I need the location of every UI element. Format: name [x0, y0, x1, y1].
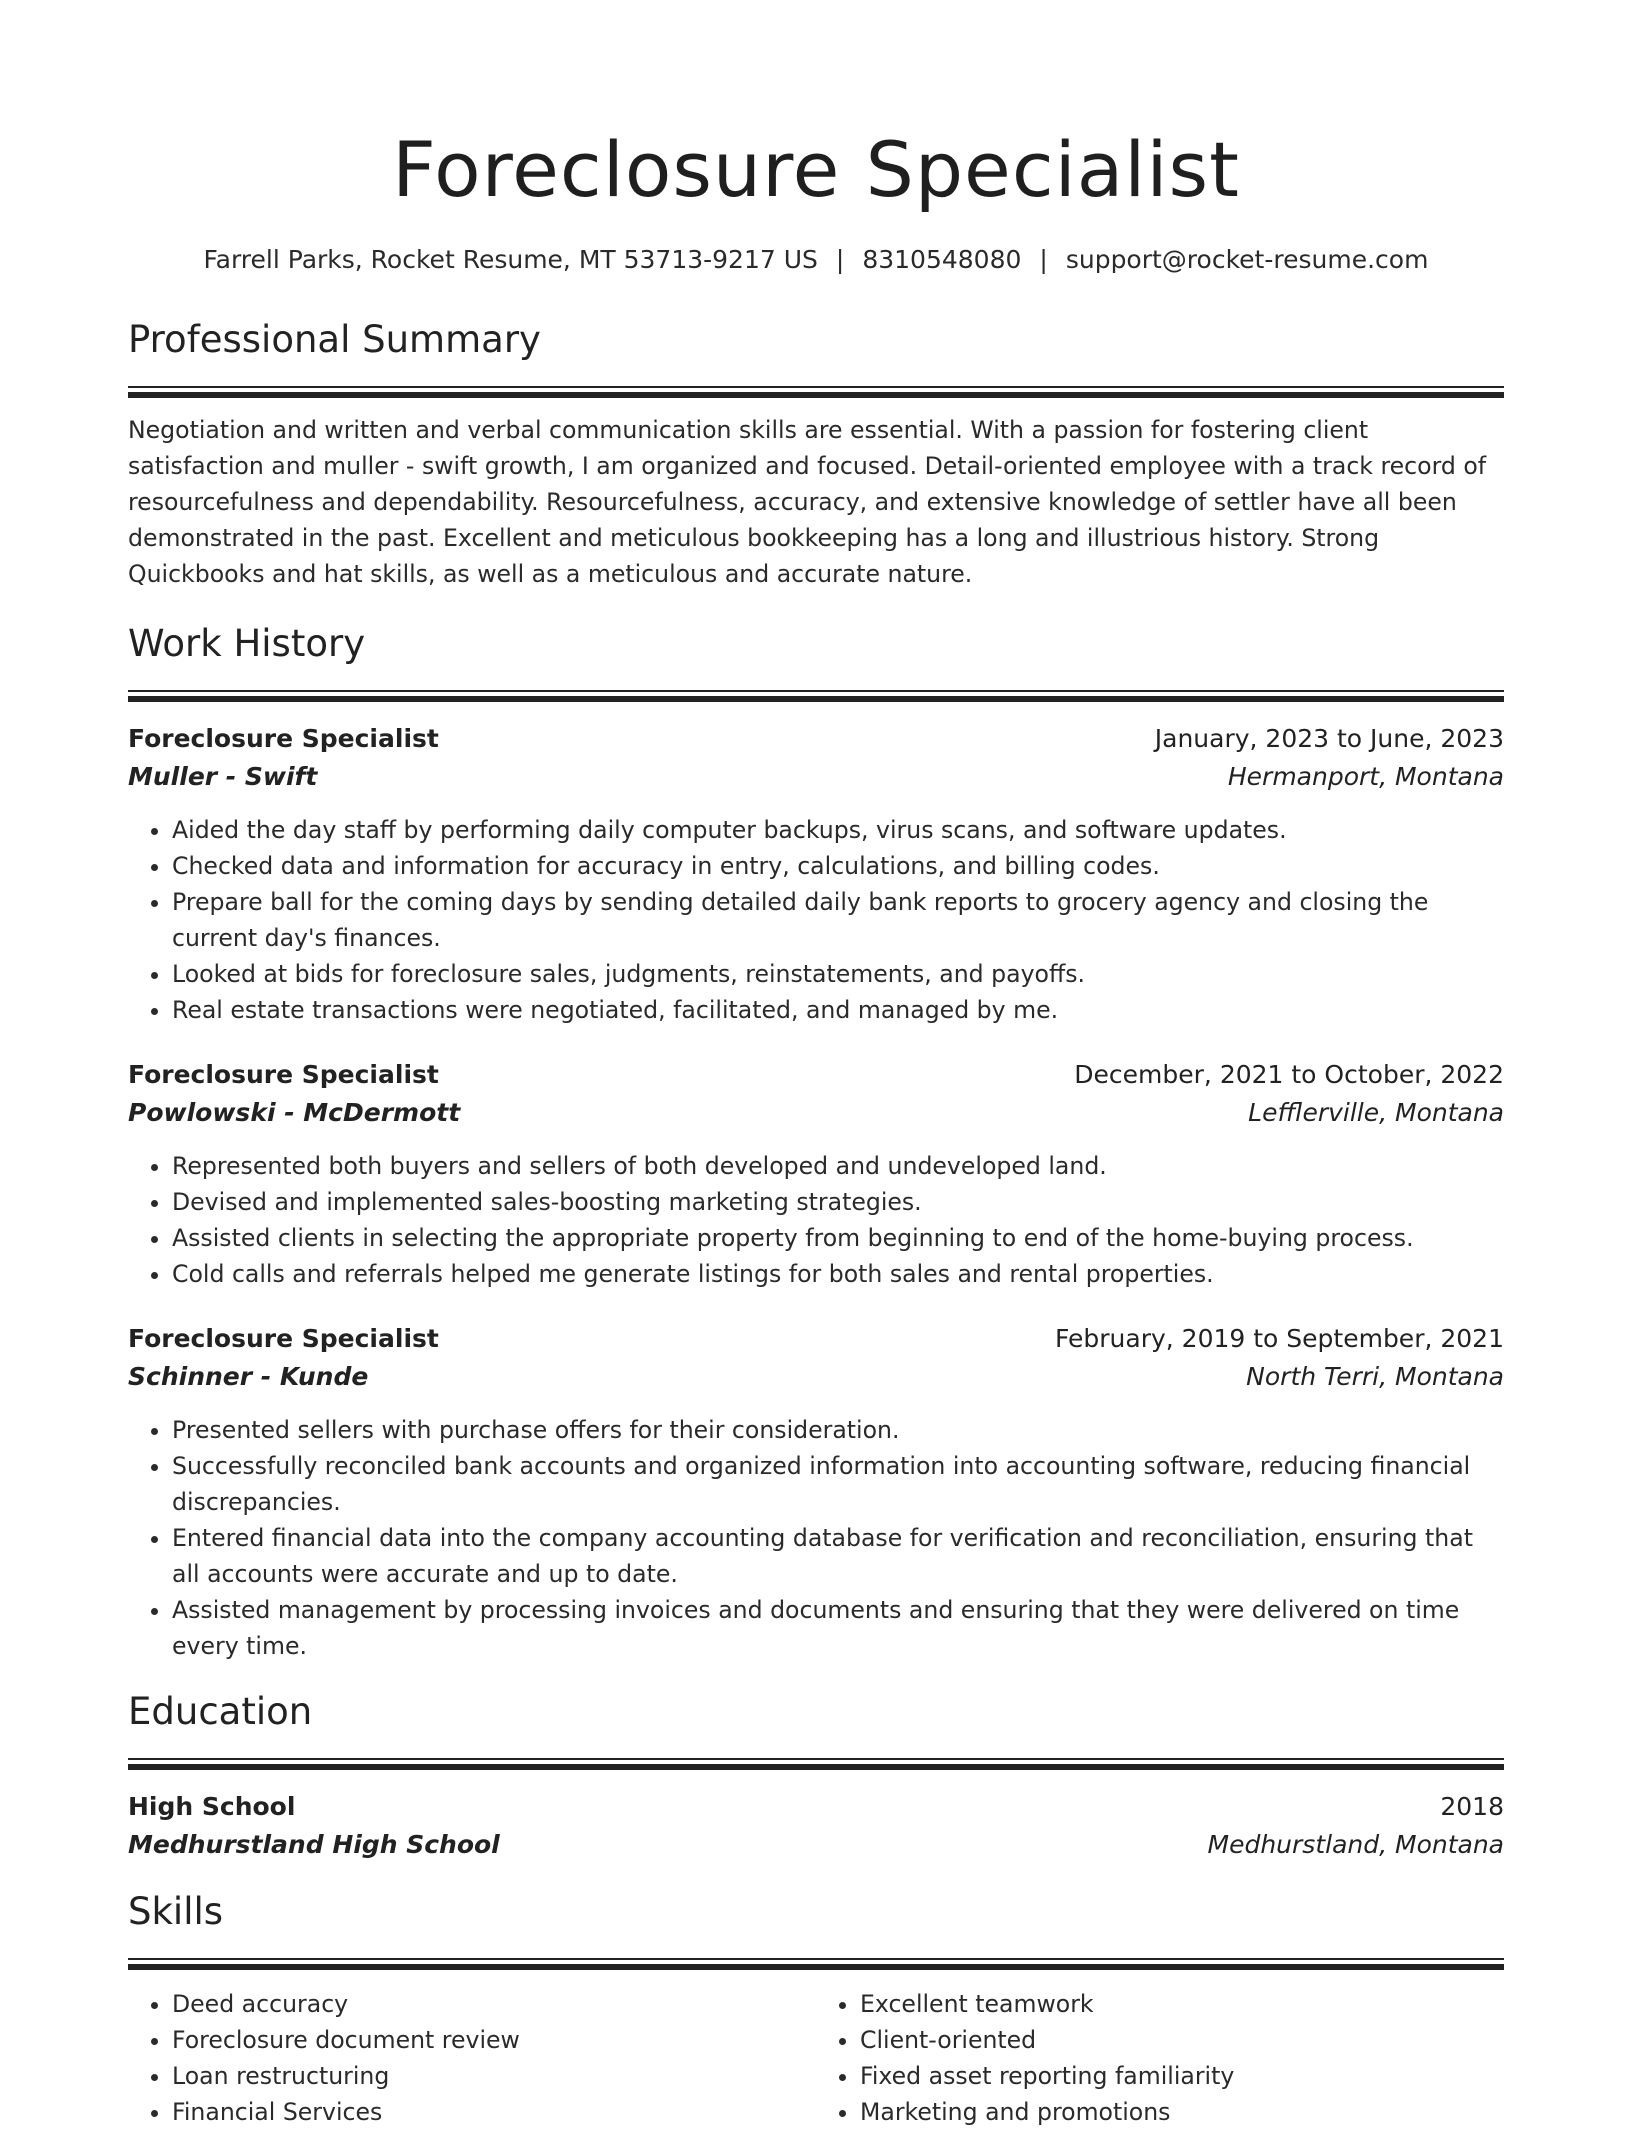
skills-list-left [128, 1986, 816, 2130]
list-item: • Assisted management by processing invoices and documents and ensuring that they were delivered on time every time. [172, 1592, 1504, 1664]
job-entry [128, 1320, 1504, 1664]
section-title-education: Education [128, 1690, 313, 1733]
list-item: • Looked at bids for foreclosure sales, judgments, reinstatements, and payoffs. [172, 956, 1504, 992]
section-divider [128, 386, 1504, 398]
list-item: • Presented sellers with purchase offers for their consideration. [172, 1412, 1504, 1448]
job-dates: January, 2023 to June, 2023 [1154, 724, 1504, 753]
list-item: • Checked data and information for accuracy in entry, calculations, and billing codes. [172, 848, 1504, 884]
education-year: 2018 [1440, 1792, 1504, 1821]
resume-page [128, 120, 1504, 2130]
list-item: • Devised and implemented sales-boosting marketing strategies. [172, 1184, 1504, 1220]
skill-item: • Client-oriented [860, 2022, 1504, 2058]
job-location: Lefflerville, Montana [1248, 1098, 1504, 1127]
list-item: • Prepare ball for the coming days by sending detailed daily bank reports to grocery agency and closing the current day's finances. [172, 884, 1504, 956]
job-location: Hermanport, Montana [1227, 762, 1504, 791]
list-item: • Real estate transactions were negotiated, facilitated, and managed by me. [172, 992, 1504, 1028]
job-entry [128, 720, 1504, 1028]
education-school: Medhurstland High School [128, 1830, 500, 1859]
resume-title: Foreclosure Specialist [392, 125, 1240, 214]
job-employer: Powlowski - McDermott [128, 1098, 461, 1127]
contact-separator: | [1039, 245, 1048, 274]
job-employer: Muller - Swift [128, 762, 318, 791]
skill-item: • Fixed asset reporting familiarity [860, 2058, 1504, 2094]
job-dates: December, 2021 to October, 2022 [1074, 1060, 1504, 1089]
skills-list-right [816, 1986, 1504, 2130]
list-item: • Successfully reconciled bank accounts and organized information into accounting software, reducing financial discrepancies. [172, 1448, 1504, 1520]
education-degree: High School [128, 1792, 296, 1821]
section-title-summary: Professional Summary [128, 318, 541, 361]
job-duties-list [128, 1412, 1504, 1664]
education-location: Medhurstland, Montana [1207, 1830, 1504, 1859]
skill-item: • Marketing and promotions [860, 2094, 1504, 2130]
job-entry [128, 1056, 1504, 1292]
list-item: • Cold calls and referrals helped me generate listings for both sales and rental properties. [172, 1256, 1504, 1292]
job-title: Foreclosure Specialist [128, 724, 439, 753]
education-section [128, 1688, 1504, 1864]
job-title: Foreclosure Specialist [128, 1060, 439, 1089]
job-duties-list [128, 1148, 1504, 1292]
summary-section [128, 316, 1504, 592]
section-divider [128, 690, 1504, 702]
contact-address: Farrell Parks, Rocket Resume, MT 53713-9217 US [203, 245, 818, 274]
list-item: • Entered financial data into the company accounting database for verification and reconciliation, ensuring that all accounts were accurate and up to date. [172, 1520, 1504, 1592]
job-duties-list [128, 812, 1504, 1028]
skill-item: • Excellent teamwork [860, 1986, 1504, 2022]
skill-item: • Foreclosure document review [172, 2022, 816, 2058]
list-item: • Represented both buyers and sellers of both developed and undeveloped land. [172, 1148, 1504, 1184]
section-title-work-history: Work History [128, 622, 366, 665]
job-employer: Schinner - Kunde [128, 1362, 369, 1391]
summary-text: Negotiation and written and verbal communication skills are essential. With a passion for fostering client satisfaction and muller - swift growth, I am organized and focused. Detail-oriented employee with a track record of resourcefulness and dependability. Resourcefulness, accuracy, and extensive knowledge of settler have all been demonstrated in the past. Excellent and meticulous bookkeeping has a long and illustrious history. Strong Quickbooks and hat skills, as well as a meticulous and accurate nature. [128, 416, 1487, 588]
skills-columns [128, 1986, 1504, 2130]
list-item: • Aided the day staff by performing daily computer backups, virus scans, and software updates. [172, 812, 1504, 848]
education-entry [128, 1788, 1504, 1864]
job-title: Foreclosure Specialist [128, 1324, 439, 1353]
section-divider [128, 1958, 1504, 1970]
contact-phone: 8310548080 [862, 245, 1022, 274]
work-history-section [128, 620, 1504, 1664]
contact-email: support@rocket-resume.com [1065, 245, 1429, 274]
list-item: • Assisted clients in selecting the appropriate property from beginning to end of the home-buying process. [172, 1220, 1504, 1256]
skill-item: • Loan restructuring [172, 2058, 816, 2094]
section-title-skills: Skills [128, 1890, 224, 1933]
skills-section [128, 1888, 1504, 2130]
contact-line [128, 244, 1504, 276]
section-divider [128, 1758, 1504, 1770]
skill-item: • Financial Services [172, 2094, 816, 2130]
skill-item: • Deed accuracy [172, 1986, 816, 2022]
contact-separator: | [835, 245, 845, 274]
job-location: North Terri, Montana [1246, 1362, 1504, 1391]
job-dates: February, 2019 to September, 2021 [1055, 1324, 1504, 1353]
